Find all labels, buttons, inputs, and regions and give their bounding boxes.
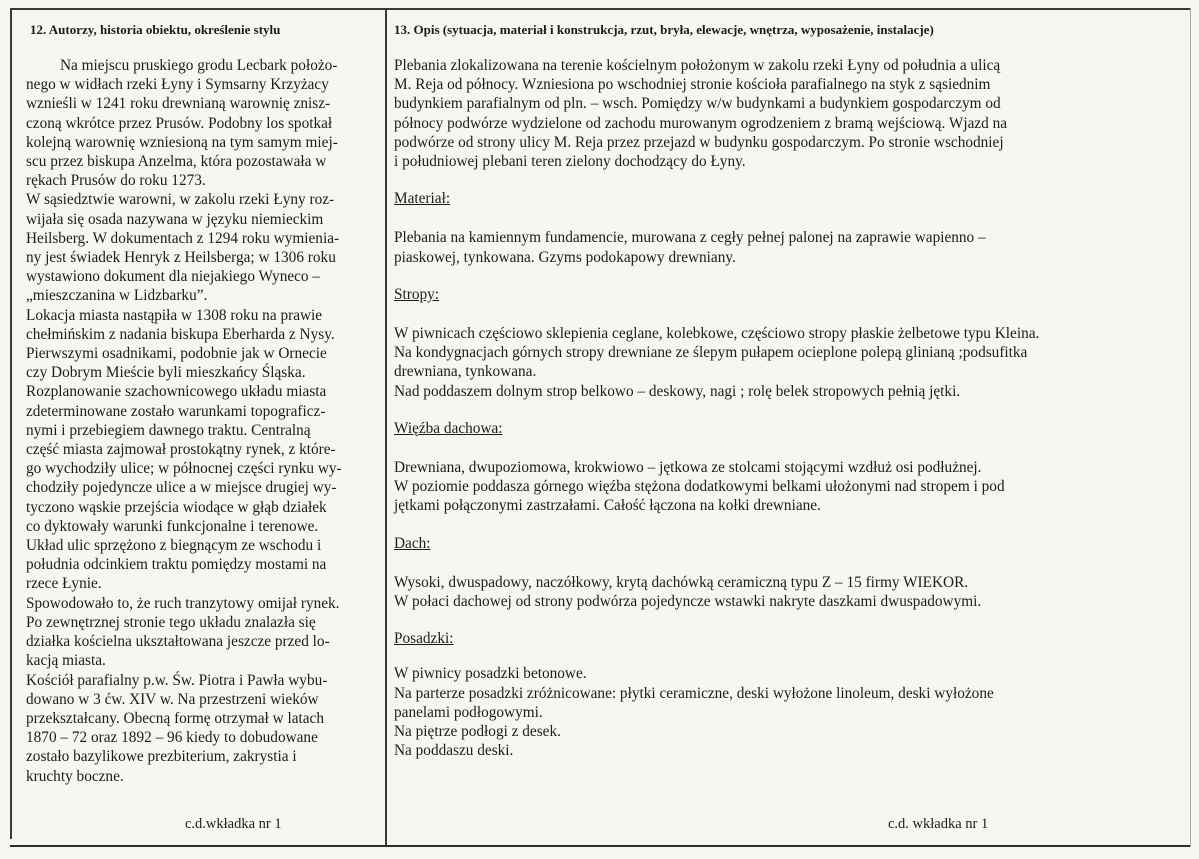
text-line: Po zewnętrznej stronie tego układu znalazła się [26, 613, 316, 631]
text-line: tyczono wąskie przejścia wiodące w głąb działek [26, 498, 327, 516]
section-line: W piwnicach częściowo sklepienia ceglane, kolebkowe, częściowo stropy płaskie żelbetowe typu Kleina. [394, 325, 1040, 343]
section-label: Materiał: [394, 190, 451, 208]
text-line: „mieszczanina w Lidzbarku”. [26, 287, 208, 305]
text-line: wijała się osada nazywana w języku niemieckim [26, 210, 324, 228]
text-line: dowano w 3 ćw. XIV w. Na przestrzeni wieków [26, 690, 319, 708]
text-line: Pierwszymi osadnikami, podobnie jak w Ornecie [26, 345, 327, 363]
section-label: Więźba dachowa: [394, 419, 503, 437]
text-line: wznieśli w 1241 roku drewnianą warownię znisz- [26, 95, 331, 113]
intro-line: północy podwórze wydzielone od zachodu murowanym ogrodzeniem z bramą wejściową. Wjazd na [394, 114, 1008, 132]
description-text [394, 56, 1184, 760]
text-line: wystawiono dokument dla niejakiego Wyneco – [26, 268, 321, 286]
text-line: kacją miasta. [26, 652, 106, 670]
text-line: Na miejscu pruskiego grodu Lecbark położo- [60, 57, 338, 74]
intro-line: podwórze od strony ulicy M. Reja przez przejazd w budynku gospodarczym. Po stronie wschodniej [394, 133, 1004, 151]
section-line: W poziomie poddasza górnego więźba stężona dodatkowymi belkami ułożonymi nad stropem i pod [394, 478, 1005, 496]
section-label: Stropy: [394, 285, 440, 303]
text-line: zostało bazylikowe prezbiterium, zakrystia i [26, 748, 297, 766]
text-line: Heilsberg. W dokumentach z 1294 roku wymienia- [26, 229, 340, 247]
intro-line: M. Reja od północy. Wzniesiona po wschodniej stronie kościoła parafialnego na styk z sąsiednim [394, 76, 991, 94]
section-line: W połaci dachowej od strony podwórza pojedyncze wstawki nakryte daszkami dwuspadowymi. [394, 593, 982, 611]
right-footer-note: c.d. wkładka nr 1 [888, 816, 989, 832]
right-rule [1190, 8, 1191, 847]
text-line: nymi i przebiegiem dawnego traktu. Centralną [26, 421, 311, 439]
text-line: Rozplanowanie szachownicowego układu miasta [26, 383, 327, 401]
section-line: W piwnicy posadzki betonowe. [394, 665, 587, 683]
section-line: panelami podłogowymi. [394, 703, 543, 721]
text-line: kruchty boczne. [26, 767, 124, 785]
section-12-column [26, 22, 376, 786]
text-line: rękach Prusów do roku 1273. [26, 172, 206, 190]
text-line: kolejną warownię wzniesioną na tym samym miej- [26, 133, 338, 151]
text-line: działka kościelna ukształtowana jeszcze przed lo- [26, 633, 330, 651]
section-line: jętkami połączonymi zastrzałami. Całość łączona na kołki drewniane. [394, 497, 821, 515]
text-line: czy Dobrym Mieście byli mieszkańcy Śląska. [26, 364, 306, 382]
left-rule [10, 8, 12, 839]
text-line: zdeterminowane zostało warunkami topograficz- [26, 402, 326, 420]
section-line: Na parterze posadzki zróżnicowane: płytki ceramiczne, deski wyłożone linoleum, deski wyłożone [394, 684, 994, 702]
text-line: 1870 – 72 oraz 1892 – 96 kiedy to dobudowane [26, 729, 318, 747]
section-12-heading: 12. Autorzy, historia obiektu, określenie stylu [30, 22, 281, 37]
section-line: piaskowej, tynkowana. Gzyms podokapowy drewniany. [394, 248, 736, 266]
text-line: W sąsiedztwie warowni, w zakolu rzeki Łyny roz- [26, 191, 335, 209]
text-line: część miasta zajmował prostokątny rynek, z które- [26, 441, 336, 459]
section-line: Na kondygnacjach górnych stropy drewniane ze ślepym pułapem ocieplone polepą glinianą ;podsufitka [394, 344, 1028, 362]
section-line: Na poddaszu deski. [394, 742, 514, 760]
section-line: Na piętrze podłogi z desek. [394, 723, 561, 741]
text-line: Lokacja miasta nastąpiła w 1308 roku na prawie [26, 306, 323, 324]
section-label: Dach: [394, 534, 431, 552]
text-line: chełmińskim z nadania biskupa Eberharda z Nysy. [26, 325, 335, 343]
section-line: drewniana, tynkowana. [394, 363, 537, 381]
section-13-column [394, 22, 1184, 760]
text-line: przekształcany. Obecną formę otrzymał w latach [26, 709, 324, 727]
text-line: rzece Łynie. [26, 575, 102, 593]
text-line: południa odcinkiem traktu pomiędzy mostami na [26, 556, 327, 574]
text-line: Kościół parafialny p.w. Św. Piotra i Pawła wybu- [26, 671, 328, 689]
section-line: Wysoki, dwuspadowy, naczółkowy, krytą dachówką ceramiczną typu Z – 15 firmy WIEKOR. [394, 573, 969, 591]
text-line: go wychodziły ulice; w północnej części rynku wy- [26, 460, 342, 478]
text-line: scu przez biskupa Anzelma, która pozostawała w [26, 153, 327, 171]
text-line: chodziły pojedyncze ulice a w miejsce drugiej wy- [26, 479, 337, 497]
section-13-heading: 13. Opis (sytuacja, materiał i konstrukcja, rzut, bryła, elewacje, wnętrza, wyposażenie, instalacje) [394, 22, 934, 37]
intro-line: i południowej plebani teren zielony dochodzący do Łyny. [394, 153, 746, 171]
column-divider [385, 8, 387, 845]
section-line: Plebania na kamiennym fundamencie, murowana z cegły pełnej palonej na zaprawie wapienno – [394, 229, 986, 247]
intro-line: budynkiem parafialnym od pln. – wsch. Pomiędzy w/w budynkami a budynkiem gospodarczym od [394, 95, 1001, 113]
left-footer-note: c.d.wkładka nr 1 [185, 816, 282, 832]
history-text [26, 56, 376, 786]
section-line: Nad poddaszem dolnym strop belkowo – deskowy, nagi ; rolę belek stropowych pełnią jętki. [394, 382, 961, 400]
bottom-rule [10, 845, 1191, 847]
intro-line: Plebania zlokalizowana na terenie kościelnym położonym w zakolu rzeki Łyny od południa a ulicą [394, 57, 1001, 74]
top-rule [10, 8, 1191, 10]
text-line: nego w widłach rzeki Łyny i Symsarny Krzyżacy [26, 76, 329, 94]
text-line: ny jest świadek Henryk z Heilsberga; w 1306 roku [26, 249, 336, 267]
text-line: Układ ulic sprzężono z biegnącym ze wschodu i [26, 537, 322, 555]
section-line: Drewniana, dwupoziomowa, krokwiowo – jętkowa ze stolcami stojącymi wzdłuż osi podłużnej. [394, 459, 982, 477]
text-line: Spowodowało to, że ruch tranzytowy omijał rynek. [26, 594, 340, 612]
text-line: co dyktowały warunki funkcjonalne i terenowe. [26, 517, 319, 535]
text-line: czoną wkrótce przez Prusów. Podobny los spotkał [26, 114, 333, 132]
section-label: Posadzki: [394, 630, 454, 648]
